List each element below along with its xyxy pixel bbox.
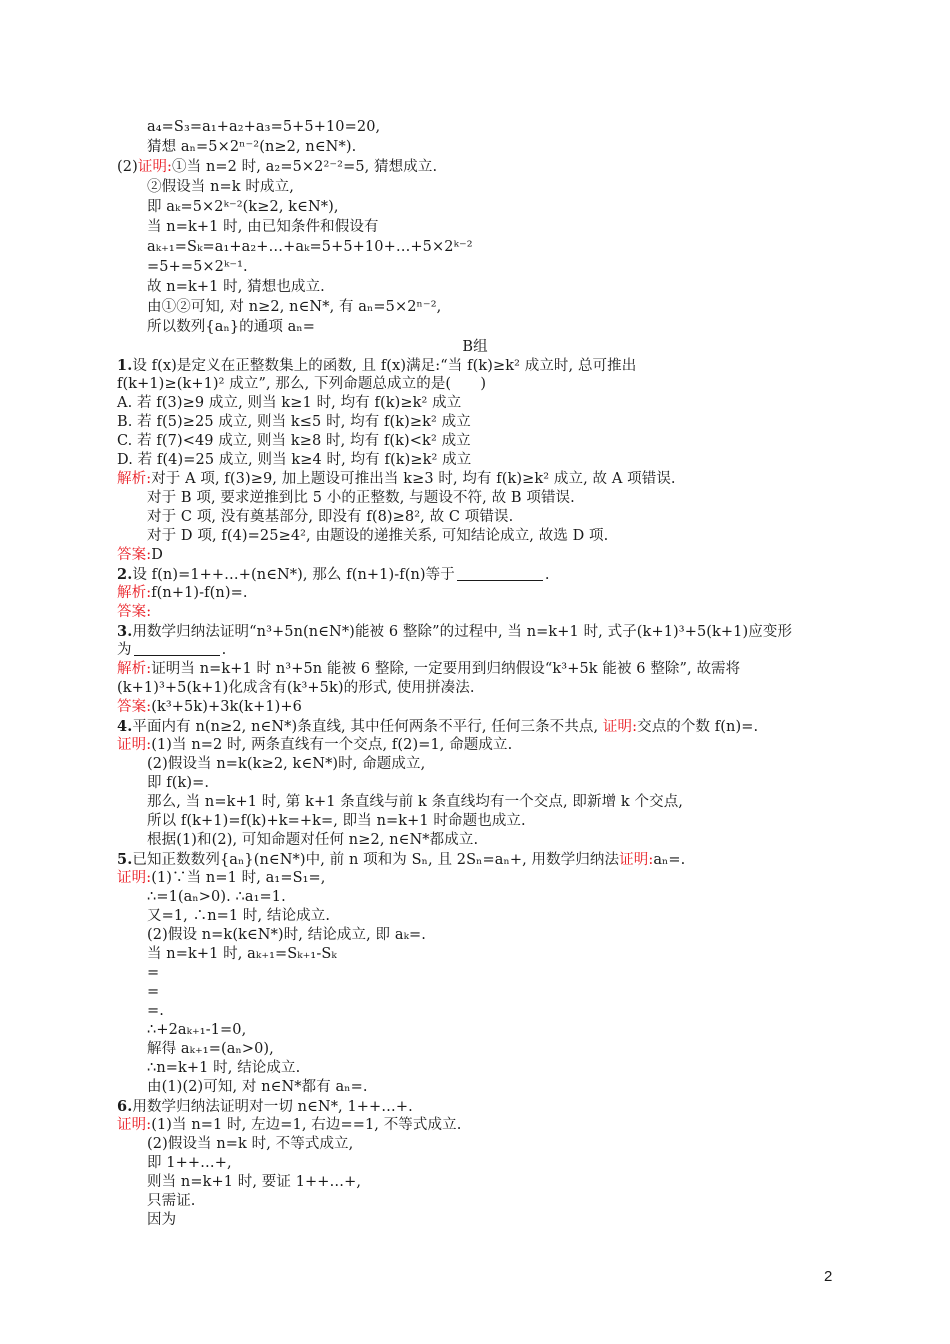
text-line [117, 622, 792, 642]
text-line [117, 1097, 413, 1117]
line-text: = [147, 965, 160, 981]
text-line [147, 489, 575, 508]
text-line [147, 964, 159, 983]
text-line [117, 432, 471, 451]
line-text: ①当 n=2 时, a₂=5×2²⁻²=5, 猜想成立. [172, 159, 438, 175]
solution-label: 证明: [137, 159, 173, 175]
text-line [147, 831, 478, 850]
text-line [147, 218, 379, 237]
line-text: (2)假设当 n=k 时, 不等式成立, [147, 1136, 354, 1152]
solution-label: 答案: [117, 604, 152, 620]
text-line [117, 850, 685, 870]
solution-label: 答案: [117, 699, 152, 715]
line-text: (1)当 n=1 时, 左边=1, 右边==1, 不等式成立. [151, 1117, 462, 1133]
question-number: 6. [117, 1098, 133, 1115]
text-line [147, 118, 380, 137]
text-line [147, 1154, 232, 1173]
line-text: ∴=1(aₙ>0). ∴a₁=1. [147, 889, 286, 905]
item-prefix: (2) [117, 159, 138, 175]
question-number: 3. [117, 623, 133, 640]
line-text: A. 若 f(3)≥9 成立, 则当 k≥1 时, 均有 f(k)≥k² 成立 [117, 395, 462, 411]
line-text: . [544, 567, 550, 583]
line-text: ∴n=k+1 时, 结论成立. [147, 1060, 301, 1076]
line-text: D. 若 f(4)=25 成立, 则当 k≥4 时, 均有 f(k)≥k² 成立 [117, 452, 472, 468]
line-text: =. [147, 1003, 164, 1019]
text-line [147, 278, 325, 297]
text-line [147, 508, 513, 527]
text-line [147, 755, 425, 774]
line-text: 对于 D 项, f(4)=25≥4², 由题设的递推关系, 可知结论成立, 故选 D 项. [147, 528, 609, 544]
line-text: 所以数列{aₙ}的通项 aₙ= [147, 319, 316, 335]
text-line [147, 1135, 353, 1154]
text-line [117, 158, 437, 177]
line-text: 解得 aₖ₊₁=(aₙ>0), [147, 1041, 274, 1057]
line-text: 因为 [147, 1212, 177, 1228]
text-line [147, 238, 473, 257]
line-text: 证明当 n=k+1 时 n³+5n 能被 6 整除, 一定要用到归纳假设“k³+5k 能被 6 整除”, 故需将 [151, 661, 741, 677]
line-text: 由①②可知, 对 n≥2, n∈N*, 有 aₙ=5×2ⁿ⁻², [147, 299, 442, 315]
text-line [117, 565, 550, 585]
line-text: f(n+1)-f(n)=. [151, 585, 248, 601]
solution-label: 证明: [619, 852, 654, 868]
text-line [117, 679, 475, 698]
text-line [117, 413, 471, 432]
line-text: f(k+1)≥(k+1)² 成立”, 那么, 下列命题总成立的是( ) [117, 376, 487, 392]
line-text: 用数学归纳法证明“n³+5n(n∈N*)能被 6 整除”的过程中, 当 n=k+1 时, 式子(k+1)³+5(k+1)应变形 [132, 624, 793, 640]
line-text: (k+1)³+5(k+1)化成含有(k³+5k)的形式, 使用拼凑法. [117, 680, 475, 696]
text-line [117, 470, 676, 489]
text-line [117, 356, 636, 376]
text-line [147, 1040, 274, 1059]
line-text: 又=1, ∴n=1 时, 结论成立. [147, 908, 331, 924]
page-number: 2 [824, 1268, 833, 1285]
text-line [147, 178, 294, 197]
text-line [147, 812, 526, 831]
text-line [117, 869, 326, 888]
line-text: B. 若 f(5)≥25 成立, 则当 k≤5 时, 均有 f(k)≥k² 成立 [117, 414, 471, 430]
text-line [117, 451, 471, 470]
text-line [147, 945, 337, 964]
text-line [147, 1211, 176, 1230]
line-text: 猜想 aₙ=5×2ⁿ⁻²(n≥2, n∈N*). [147, 139, 357, 155]
text-line [117, 660, 740, 679]
line-text: 故 n=k+1 时, 猜想也成立. [147, 279, 325, 295]
text-line [117, 546, 163, 565]
line-text: 已知正数数列{aₙ}(n∈N*)中, 前 n 项和为 Sₙ, 且 2Sₙ=aₙ+, 用数学归纳法 [132, 852, 620, 868]
text-line [147, 907, 330, 926]
line-text: 为 [117, 642, 132, 658]
text-line [147, 1059, 300, 1078]
line-text: D [151, 547, 163, 563]
line-text: 当 n=k+1 时, aₖ₊₁=Sₖ₊₁-Sₖ [147, 946, 337, 962]
text-line [147, 774, 209, 793]
answer-blank [457, 566, 543, 581]
text-line [147, 1021, 246, 1040]
text-line [147, 888, 286, 907]
line-text: 对于 A 项, f(3)≥9, 加上题设可推出当 k≥3 时, 均有 f(k)≥k² 成立, 故 A 项错误. [151, 471, 676, 487]
text-line [117, 603, 151, 622]
solution-label: 答案: [117, 547, 152, 563]
solution-label: 解析: [117, 585, 152, 601]
line-text: =5+=5×2ᵏ⁻¹. [147, 259, 248, 275]
section-heading [0, 338, 950, 357]
line-text: (1)当 n=2 时, 两条直线有一个交点, f(2)=1, 命题成立. [151, 737, 513, 753]
text-line [147, 1002, 164, 1021]
line-text: 即 aₖ=5×2ᵏ⁻²(k≥2, k∈N*), [147, 199, 339, 215]
line-text: ②假设当 n=k 时成立, [147, 179, 294, 195]
line-text: = [147, 984, 160, 1000]
line-text: 设 f(x)是定义在正整数集上的函数, 且 f(x)满足:“当 f(k)≥k² 成立时, 总可推出 [132, 358, 637, 374]
line-text: 设 f(n)=1++…+(n∈N*), 那么 f(n+1)-f(n)等于 [132, 567, 455, 583]
text-line [147, 198, 339, 217]
text-line [147, 1192, 196, 1211]
text-line [147, 138, 356, 157]
text-line [117, 641, 226, 660]
question-number: 2. [117, 566, 133, 583]
text-line [117, 698, 302, 717]
line-text: aₙ=. [653, 852, 686, 868]
text-line [117, 375, 486, 394]
line-text: 即 f(k)=. [147, 775, 210, 791]
text-line [147, 1078, 368, 1097]
line-text: 当 n=k+1 时, 由已知条件和假设有 [147, 219, 379, 235]
line-text: (1)∵当 n=1 时, a₁=S₁=, [151, 870, 326, 886]
line-text: 平面内有 n(n≥2, n∈N*)条直线, 其中任何两条不平行, 任何三条不共点, [132, 719, 603, 735]
text-line [117, 1116, 461, 1135]
question-number: 1. [117, 357, 133, 374]
text-line [117, 584, 248, 603]
text-line [147, 983, 159, 1002]
text-line [147, 1173, 361, 1192]
line-text: B组 [462, 339, 488, 355]
text-line [147, 258, 248, 277]
line-text: 即 1++…+, [147, 1155, 232, 1171]
text-line [147, 318, 315, 337]
text-line [147, 527, 608, 546]
line-text: 用数学归纳法证明对一切 n∈N*, 1++…+. [132, 1099, 413, 1115]
line-text: a₄=S₃=a₁+a₂+a₃=5+5+10=20, [147, 119, 381, 135]
solution-label: 证明: [117, 870, 152, 886]
text-line [147, 793, 683, 812]
line-text: . [221, 642, 227, 658]
line-text: 则当 n=k+1 时, 要证 1++…+, [147, 1174, 362, 1190]
line-text: ∴+2aₖ₊₁-1=0, [147, 1022, 247, 1038]
line-text: (2)假设 n=k(k∈N*)时, 结论成立, 即 aₖ=. [147, 927, 426, 943]
text-line [147, 926, 426, 945]
line-text: 所以 f(k+1)=f(k)+k=+k=, 即当 n=k+1 时命题也成立. [147, 813, 526, 829]
text-line [147, 298, 441, 317]
question-number: 5. [117, 851, 133, 868]
solution-label: 证明: [117, 737, 152, 753]
line-text: 根据(1)和(2), 可知命题对任何 n≥2, n∈N*都成立. [147, 832, 479, 848]
line-text: 只需证. [147, 1193, 196, 1209]
solution-label: 证明: [602, 719, 638, 735]
text-line [117, 394, 461, 413]
line-text: (2)假设当 n=k(k≥2, k∈N*)时, 命题成立, [147, 756, 426, 772]
answer-blank [134, 641, 220, 656]
line-text: aₖ₊₁=Sₖ=a₁+a₂+…+aₖ=5+5+10+…+5×2ᵏ⁻² [147, 239, 473, 255]
solution-label: 解析: [117, 661, 152, 677]
line-text: 那么, 当 n=k+1 时, 第 k+1 条直线与前 k 条直线均有一个交点, 即新增 k 个交点, [147, 794, 684, 810]
line-text: C. 若 f(7)<49 成立, 则当 k≥8 时, 均有 f(k)<k² 成立 [117, 433, 471, 449]
text-line [117, 736, 512, 755]
solution-label: 证明: [117, 1117, 152, 1133]
solution-label: 解析: [117, 471, 152, 487]
question-number: 4. [117, 718, 133, 735]
line-text: 对于 C 项, 没有奠基部分, 即没有 f(8)≥8², 故 C 项错误. [147, 509, 514, 525]
line-text: 交点的个数 f(n)=. [637, 719, 759, 735]
line-text: 由(1)(2)可知, 对 n∈N*都有 aₙ=. [147, 1079, 368, 1095]
line-text: (k³+5k)+3k(k+1)+6 [151, 699, 302, 715]
text-line [117, 717, 758, 737]
line-text: 对于 B 项, 要求逆推到比 5 小的正整数, 与题设不符, 故 B 项错误. [147, 490, 575, 506]
